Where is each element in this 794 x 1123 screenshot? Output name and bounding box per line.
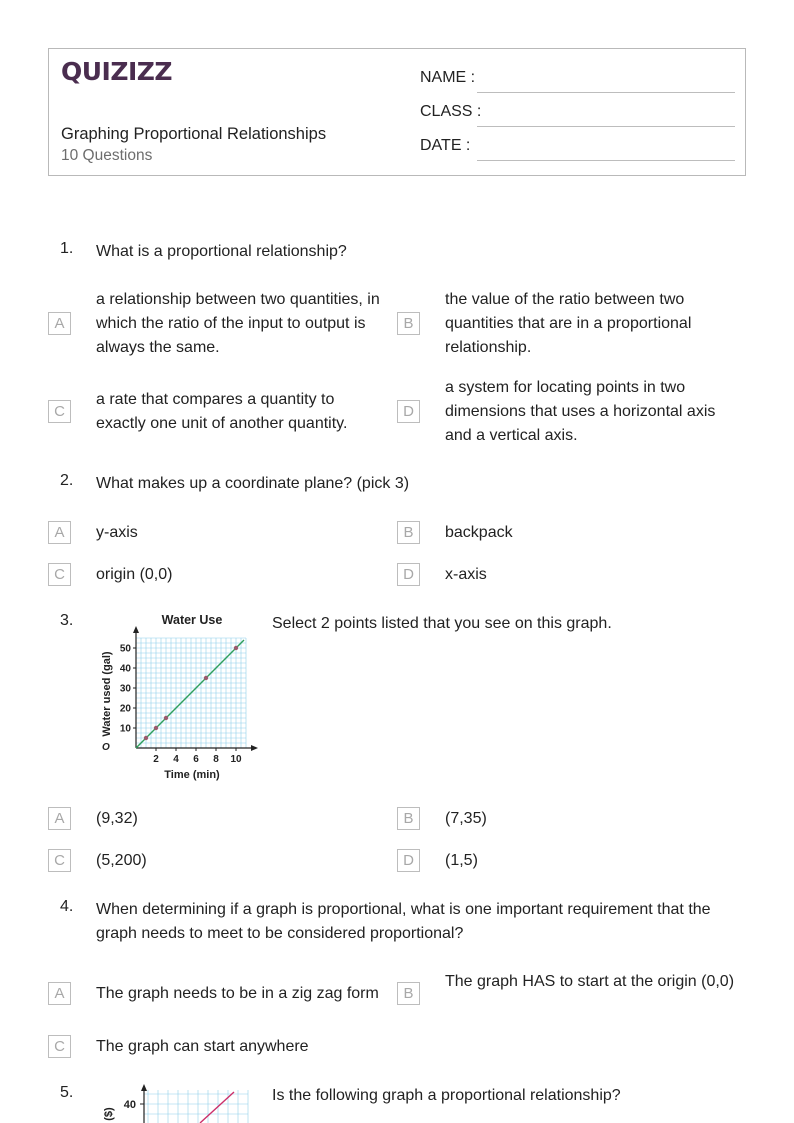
q2-option-c-box[interactable]: C bbox=[48, 563, 71, 586]
question-5-number: 5. bbox=[60, 1084, 74, 1101]
data-point bbox=[234, 646, 238, 650]
q1-option-c-box[interactable]: C bbox=[48, 400, 71, 423]
worksheet-title: Graphing Proportional Relationships bbox=[61, 125, 327, 143]
q5-y-axis-label: ($) bbox=[103, 1107, 115, 1121]
q2-option-a-box[interactable]: A bbox=[48, 521, 71, 544]
name-label: NAME : bbox=[420, 69, 476, 86]
question-4-text: When determining if a graph is proportional, what is one important requirement that the graph needs to meet to be considered proportional? bbox=[96, 901, 711, 942]
question-count: 10 Questions bbox=[61, 147, 153, 164]
chart-title: Water Use bbox=[161, 613, 223, 627]
q1-option-c-text: a rate that compares a quantity to exactly one unit of another quantity. bbox=[96, 391, 348, 432]
name-line[interactable] bbox=[477, 92, 735, 93]
q2-option-b-text: backpack bbox=[445, 524, 513, 541]
date-line[interactable] bbox=[477, 160, 735, 161]
q3-option-c-text: (5,200) bbox=[96, 852, 147, 869]
q3-option-b-text: (7,35) bbox=[445, 810, 487, 827]
question-1-text: What is a proportional relationship? bbox=[96, 243, 347, 260]
x-tick-label: 6 bbox=[193, 754, 199, 765]
q2-option-d-box[interactable]: D bbox=[397, 563, 420, 586]
q5-y-axis-arrow bbox=[141, 1084, 147, 1091]
y-tick-label: 10 bbox=[119, 723, 131, 735]
class-line[interactable] bbox=[477, 126, 735, 127]
q1-option-a-box[interactable]: A bbox=[48, 312, 71, 335]
data-point bbox=[204, 676, 208, 680]
q2-option-d-text: x-axis bbox=[445, 566, 487, 583]
q1-option-d-text: a system for locating points in two dimensions that uses a horizontal axis and a vertical axis. bbox=[445, 379, 716, 444]
name-field[interactable] bbox=[420, 69, 735, 91]
q4-option-a-text: The graph needs to be in a zig zag form bbox=[96, 985, 379, 1002]
q4-option-c-box[interactable]: C bbox=[48, 1035, 71, 1058]
x-tick-label: 8 bbox=[213, 754, 219, 765]
q5-tick-label-40: 40 bbox=[123, 1099, 136, 1111]
q1-option-d-box[interactable]: D bbox=[397, 400, 420, 423]
x-tick-label: 10 bbox=[230, 754, 242, 765]
q4-option-c-text: The graph can start anywhere bbox=[96, 1038, 309, 1055]
q5-data-line bbox=[200, 1092, 234, 1123]
worksheet-header bbox=[48, 48, 746, 176]
question-2-number: 2. bbox=[60, 472, 74, 489]
data-line bbox=[136, 640, 244, 748]
water-use-chart bbox=[96, 608, 264, 788]
question-4-number: 4. bbox=[60, 898, 74, 915]
y-tick-label: 20 bbox=[119, 703, 131, 715]
data-point bbox=[144, 736, 148, 740]
q4-option-b-text: The graph HAS to start at the origin (0,0) bbox=[445, 973, 735, 990]
chart-data-layer bbox=[136, 640, 244, 748]
q3-option-c-box[interactable]: C bbox=[48, 849, 71, 872]
q3-option-b-box[interactable]: B bbox=[397, 807, 420, 830]
question-3-number: 3. bbox=[60, 612, 74, 629]
q4-option-b-box[interactable]: B bbox=[397, 982, 420, 1005]
q3-option-d-text: (1,5) bbox=[445, 852, 478, 869]
q1-option-a-text: a relationship between two quantities, in which the ratio of the input to output is always the same. bbox=[96, 291, 380, 356]
q2-option-c-text: origin (0,0) bbox=[96, 566, 173, 583]
quizizz-logo: QUIZIZZ bbox=[61, 57, 173, 86]
x-axis-arrow bbox=[251, 745, 258, 751]
q1-option-b-text: the value of the ratio between two quantities that are in a proportional relationship. bbox=[445, 291, 692, 356]
date-label: DATE : bbox=[420, 137, 471, 154]
x-tick-label: 2 bbox=[153, 754, 159, 765]
data-point bbox=[154, 726, 158, 730]
class-field[interactable] bbox=[420, 103, 735, 125]
q2-option-b-box[interactable]: B bbox=[397, 521, 420, 544]
q3-option-a-text: (9,32) bbox=[96, 810, 138, 827]
question-5-text: Is the following graph a proportional relationship? bbox=[272, 1087, 621, 1104]
y-tick-label: 30 bbox=[119, 683, 131, 695]
y-axis-label: Water used (gal) bbox=[101, 651, 113, 737]
x-tick-label: 4 bbox=[173, 754, 179, 765]
q1-option-b-box[interactable]: B bbox=[397, 312, 420, 335]
data-point bbox=[164, 716, 168, 720]
q3-option-d-box[interactable]: D bbox=[397, 849, 420, 872]
q5-graph bbox=[96, 1084, 256, 1123]
y-tick-label: 50 bbox=[119, 643, 131, 655]
y-tick-label: 40 bbox=[119, 663, 131, 675]
question-1-number: 1. bbox=[60, 240, 74, 257]
class-label: CLASS : bbox=[420, 103, 482, 120]
question-2-text: What makes up a coordinate plane? (pick 3) bbox=[96, 475, 410, 492]
question-3-text: Select 2 points listed that you see on this graph. bbox=[272, 615, 612, 632]
y-axis-arrow bbox=[133, 626, 139, 633]
q2-option-a-text: y-axis bbox=[96, 524, 138, 541]
x-axis-label: Time (min) bbox=[164, 769, 220, 781]
q3-option-a-box[interactable]: A bbox=[48, 807, 71, 830]
origin-label: O bbox=[102, 742, 110, 753]
q4-option-a-box[interactable]: A bbox=[48, 982, 71, 1005]
date-field[interactable] bbox=[420, 137, 735, 159]
q5-chart-grid bbox=[144, 1090, 248, 1123]
